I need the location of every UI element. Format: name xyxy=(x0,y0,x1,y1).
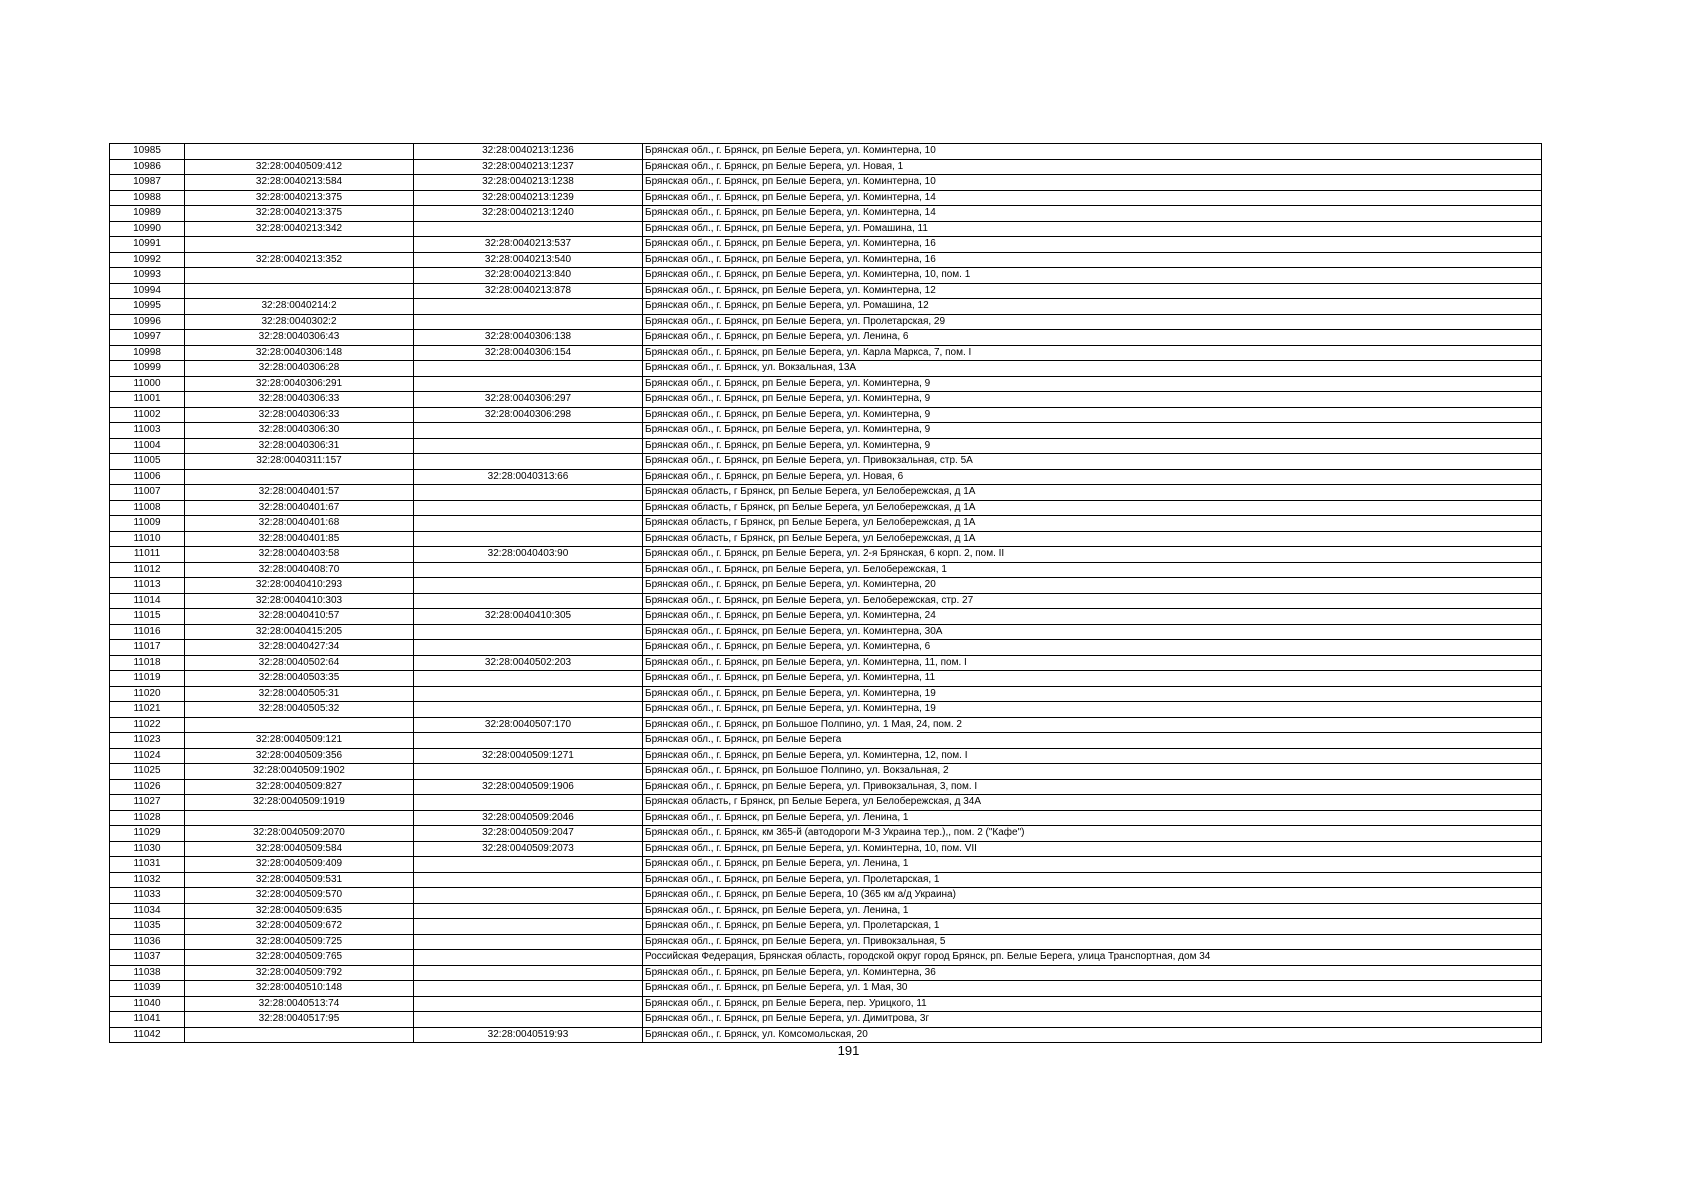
parcel-number-cell: 32:28:0040509:570 xyxy=(185,888,414,904)
parcel-number-cell xyxy=(185,237,414,253)
row-number-cell: 10997 xyxy=(110,330,185,346)
building-number-cell: 32:28:0040509:2073 xyxy=(414,841,643,857)
table-row xyxy=(110,531,1542,547)
address-cell: Брянская обл., г. Брянск, рп Белые Берега, ул. Коминтерна, 14 xyxy=(643,190,1542,206)
address-cell: Брянская обл., г. Брянск, рп Белые Берега, ул. Карла Маркса, 7, пом. I xyxy=(643,345,1542,361)
address-cell: Брянская обл., г. Брянск, рп Белые Берега, ул. Коминтерна, 11, пом. I xyxy=(643,655,1542,671)
address-cell: Брянская область, г Брянск, рп Белые Берега, ул Белобережская, д 1А xyxy=(643,531,1542,547)
table-row xyxy=(110,376,1542,392)
row-number-cell: 11002 xyxy=(110,407,185,423)
table-row xyxy=(110,190,1542,206)
table-row xyxy=(110,330,1542,346)
table-row xyxy=(110,950,1542,966)
row-number-cell: 11042 xyxy=(110,1027,185,1043)
parcel-number-cell: 32:28:0040213:342 xyxy=(185,221,414,237)
address-cell: Брянская обл., г. Брянск, рп Белые Берега, ул. Ленина, 1 xyxy=(643,857,1542,873)
parcel-number-cell xyxy=(185,717,414,733)
parcel-number-cell: 32:28:0040509:356 xyxy=(185,748,414,764)
building-number-cell xyxy=(414,299,643,315)
parcel-number-cell: 32:28:0040509:1902 xyxy=(185,764,414,780)
parcel-number-cell: 32:28:0040306:148 xyxy=(185,345,414,361)
row-number-cell: 11030 xyxy=(110,841,185,857)
address-cell: Брянская обл., г. Брянск, рп Белые Берега, ул. Ленина, 6 xyxy=(643,330,1542,346)
table-row xyxy=(110,733,1542,749)
parcel-number-cell: 32:28:0040510:148 xyxy=(185,981,414,997)
row-number-cell: 11016 xyxy=(110,624,185,640)
address-cell: Брянская обл., г. Брянск, рп Белые Берега, ул. Белобережская, 1 xyxy=(643,562,1542,578)
building-number-cell xyxy=(414,454,643,470)
row-number-cell: 10985 xyxy=(110,144,185,160)
row-number-cell: 11013 xyxy=(110,578,185,594)
row-number-cell: 11040 xyxy=(110,996,185,1012)
building-number-cell xyxy=(414,438,643,454)
parcel-number-cell: 32:28:0040502:64 xyxy=(185,655,414,671)
parcel-number-cell: 32:28:0040401:68 xyxy=(185,516,414,532)
building-number-cell xyxy=(414,919,643,935)
address-cell: Брянская обл., г. Брянск, рп Белые Берега, ул. Пролетарская, 1 xyxy=(643,872,1542,888)
building-number-cell xyxy=(414,423,643,439)
building-number-cell xyxy=(414,361,643,377)
building-number-cell xyxy=(414,795,643,811)
parcel-number-cell xyxy=(185,144,414,160)
building-number-cell: 32:28:0040507:170 xyxy=(414,717,643,733)
parcel-number-cell: 32:28:0040213:584 xyxy=(185,175,414,191)
address-cell: Брянская обл., г. Брянск, рп Белые Берега, ул. Коминтерна, 10, пом. 1 xyxy=(643,268,1542,284)
parcel-number-cell xyxy=(185,469,414,485)
cadastral-table xyxy=(109,143,1542,1043)
address-cell: Брянская обл., г. Брянск, рп Белые Берега, ул. Коминтерна, 9 xyxy=(643,407,1542,423)
parcel-number-cell xyxy=(185,1027,414,1043)
address-cell: Брянская обл., г. Брянск, рп Большое Полпино, ул. Вокзальная, 2 xyxy=(643,764,1542,780)
address-cell: Брянская обл., г. Брянск, рп Белые Берега, ул. 1 Мая, 30 xyxy=(643,981,1542,997)
row-number-cell: 11036 xyxy=(110,934,185,950)
parcel-number-cell: 32:28:0040509:725 xyxy=(185,934,414,950)
building-number-cell: 32:28:0040306:154 xyxy=(414,345,643,361)
row-number-cell: 11004 xyxy=(110,438,185,454)
address-cell: Брянская обл., г. Брянск, рп Белые Берега, 10 (365 км а/д Украина) xyxy=(643,888,1542,904)
address-cell: Брянская обл., г. Брянск, рп Белые Берега, ул. Коминтерна, 10, пом. VII xyxy=(643,841,1542,857)
parcel-number-cell: 32:28:0040509:635 xyxy=(185,903,414,919)
parcel-number-cell: 32:28:0040410:57 xyxy=(185,609,414,625)
building-number-cell: 32:28:0040213:1238 xyxy=(414,175,643,191)
table-row xyxy=(110,779,1542,795)
row-number-cell: 11021 xyxy=(110,702,185,718)
row-number-cell: 11012 xyxy=(110,562,185,578)
table-row xyxy=(110,206,1542,222)
parcel-number-cell: 32:28:0040410:293 xyxy=(185,578,414,594)
row-number-cell: 11005 xyxy=(110,454,185,470)
table-row xyxy=(110,562,1542,578)
parcel-number-cell xyxy=(185,283,414,299)
row-number-cell: 11041 xyxy=(110,1012,185,1028)
building-number-cell xyxy=(414,516,643,532)
table-row xyxy=(110,1027,1542,1043)
row-number-cell: 11000 xyxy=(110,376,185,392)
building-number-cell: 32:28:0040509:2046 xyxy=(414,810,643,826)
row-number-cell: 11008 xyxy=(110,500,185,516)
row-number-cell: 10996 xyxy=(110,314,185,330)
building-number-cell xyxy=(414,764,643,780)
parcel-number-cell: 32:28:0040408:70 xyxy=(185,562,414,578)
table-row xyxy=(110,702,1542,718)
table-row xyxy=(110,516,1542,532)
building-number-cell: 32:28:0040213:1239 xyxy=(414,190,643,206)
building-number-cell: 32:28:0040306:138 xyxy=(414,330,643,346)
parcel-number-cell: 32:28:0040509:792 xyxy=(185,965,414,981)
building-number-cell xyxy=(414,1012,643,1028)
parcel-number-cell: 32:28:0040306:31 xyxy=(185,438,414,454)
row-number-cell: 11019 xyxy=(110,671,185,687)
row-number-cell: 11009 xyxy=(110,516,185,532)
table-row xyxy=(110,314,1542,330)
row-number-cell: 11025 xyxy=(110,764,185,780)
parcel-number-cell: 32:28:0040509:1919 xyxy=(185,795,414,811)
row-number-cell: 11017 xyxy=(110,640,185,656)
table-row xyxy=(110,717,1542,733)
address-cell: Брянская обл., г. Брянск, рп Большое Полпино, ул. 1 Мая, 24, пом. 2 xyxy=(643,717,1542,733)
row-number-cell: 11006 xyxy=(110,469,185,485)
parcel-number-cell: 32:28:0040401:67 xyxy=(185,500,414,516)
parcel-number-cell: 32:28:0040214:2 xyxy=(185,299,414,315)
table-row xyxy=(110,485,1542,501)
building-number-cell xyxy=(414,578,643,594)
parcel-number-cell: 32:28:0040306:28 xyxy=(185,361,414,377)
building-number-cell: 32:28:0040213:1237 xyxy=(414,159,643,175)
row-number-cell: 11020 xyxy=(110,686,185,702)
row-number-cell: 11018 xyxy=(110,655,185,671)
address-cell: Брянская обл., г. Брянск, рп Белые Берега, ул. Коминтерна, 30А xyxy=(643,624,1542,640)
address-cell: Брянская обл., г. Брянск, рп Белые Берега, ул. Коминтерна, 11 xyxy=(643,671,1542,687)
table-row xyxy=(110,268,1542,284)
parcel-number-cell: 32:28:0040509:412 xyxy=(185,159,414,175)
building-number-cell xyxy=(414,686,643,702)
building-number-cell: 32:28:0040410:305 xyxy=(414,609,643,625)
building-number-cell: 32:28:0040213:878 xyxy=(414,283,643,299)
row-number-cell: 11001 xyxy=(110,392,185,408)
table-row xyxy=(110,624,1542,640)
building-number-cell: 32:28:0040509:1271 xyxy=(414,748,643,764)
building-number-cell: 32:28:0040213:540 xyxy=(414,252,643,268)
table-row xyxy=(110,159,1542,175)
building-number-cell: 32:28:0040213:537 xyxy=(414,237,643,253)
parcel-number-cell: 32:28:0040415:205 xyxy=(185,624,414,640)
table-row xyxy=(110,764,1542,780)
building-number-cell xyxy=(414,562,643,578)
table-row xyxy=(110,500,1542,516)
address-cell: Брянская обл., г. Брянск, рп Белые Берега, ул. Пролетарская, 29 xyxy=(643,314,1542,330)
row-number-cell: 10992 xyxy=(110,252,185,268)
table-row xyxy=(110,795,1542,811)
row-number-cell: 11024 xyxy=(110,748,185,764)
parcel-number-cell: 32:28:0040306:30 xyxy=(185,423,414,439)
table-row xyxy=(110,934,1542,950)
address-cell: Брянская обл., г. Брянск, км 365-й (автодороги М-3 Украина тер.),, пом. 2 ("Кафе") xyxy=(643,826,1542,842)
table-row xyxy=(110,438,1542,454)
building-number-cell xyxy=(414,531,643,547)
building-number-cell xyxy=(414,221,643,237)
building-number-cell: 32:28:0040509:1906 xyxy=(414,779,643,795)
address-cell: Брянская обл., г. Брянск, рп Белые Берега, пер. Урицкого, 11 xyxy=(643,996,1542,1012)
table-row xyxy=(110,841,1542,857)
parcel-number-cell: 32:28:0040509:2070 xyxy=(185,826,414,842)
parcel-number-cell xyxy=(185,810,414,826)
row-number-cell: 11033 xyxy=(110,888,185,904)
parcel-number-cell: 32:28:0040509:409 xyxy=(185,857,414,873)
row-number-cell: 11015 xyxy=(110,609,185,625)
building-number-cell xyxy=(414,640,643,656)
table-row xyxy=(110,299,1542,315)
row-number-cell: 10998 xyxy=(110,345,185,361)
table-row xyxy=(110,903,1542,919)
address-cell: Брянская обл., г. Брянск, рп Белые Берега, ул. Коминтерна, 9 xyxy=(643,392,1542,408)
building-number-cell: 32:28:0040502:203 xyxy=(414,655,643,671)
row-number-cell: 11031 xyxy=(110,857,185,873)
row-number-cell: 10993 xyxy=(110,268,185,284)
address-cell: Брянская обл., г. Брянск, рп Белые Берега, ул. Пролетарская, 1 xyxy=(643,919,1542,935)
building-number-cell xyxy=(414,593,643,609)
row-number-cell: 10999 xyxy=(110,361,185,377)
address-cell: Брянская обл., г. Брянск, рп Белые Берега, ул. Ромашина, 11 xyxy=(643,221,1542,237)
row-number-cell: 11034 xyxy=(110,903,185,919)
building-number-cell: 32:28:0040403:90 xyxy=(414,547,643,563)
parcel-number-cell: 32:28:0040311:157 xyxy=(185,454,414,470)
parcel-number-cell: 32:28:0040213:375 xyxy=(185,190,414,206)
parcel-number-cell: 32:28:0040513:74 xyxy=(185,996,414,1012)
address-cell: Брянская обл., г. Брянск, ул. Вокзальная, 13А xyxy=(643,361,1542,377)
row-number-cell: 11011 xyxy=(110,547,185,563)
parcel-number-cell: 32:28:0040517:95 xyxy=(185,1012,414,1028)
address-cell: Брянская обл., г. Брянск, рп Белые Берега, ул. Ленина, 1 xyxy=(643,903,1542,919)
address-cell: Брянская обл., г. Брянск, рп Белые Берега, ул. Коминтерна, 14 xyxy=(643,206,1542,222)
parcel-number-cell: 32:28:0040509:765 xyxy=(185,950,414,966)
building-number-cell: 32:28:0040313:66 xyxy=(414,469,643,485)
building-number-cell xyxy=(414,934,643,950)
address-cell: Брянская обл., г. Брянск, рп Белые Берега, ул. Димитрова, 3г xyxy=(643,1012,1542,1028)
row-number-cell: 11039 xyxy=(110,981,185,997)
address-cell: Брянская обл., г. Брянск, рп Белые Берега, ул. Коминтерна, 10 xyxy=(643,144,1542,160)
address-cell: Брянская обл., г. Брянск, рп Белые Берега, ул. Коминтерна, 19 xyxy=(643,686,1542,702)
building-number-cell: 32:28:0040213:1236 xyxy=(414,144,643,160)
building-number-cell xyxy=(414,671,643,687)
address-cell: Брянская обл., г. Брянск, рп Белые Берега, ул. Коминтерна, 12 xyxy=(643,283,1542,299)
table-row xyxy=(110,221,1542,237)
table-row xyxy=(110,407,1542,423)
table-row xyxy=(110,283,1542,299)
address-cell: Брянская обл., г. Брянск, рп Белые Берега, ул. Коминтерна, 9 xyxy=(643,438,1542,454)
row-number-cell: 10986 xyxy=(110,159,185,175)
address-cell: Брянская область, г Брянск, рп Белые Берега, ул Белобережская, д 1А xyxy=(643,500,1542,516)
parcel-number-cell: 32:28:0040401:57 xyxy=(185,485,414,501)
building-number-cell xyxy=(414,500,643,516)
parcel-number-cell: 32:28:0040306:33 xyxy=(185,407,414,423)
row-number-cell: 10987 xyxy=(110,175,185,191)
table-row xyxy=(110,578,1542,594)
page-number: 191 xyxy=(837,1043,860,1058)
row-number-cell: 11003 xyxy=(110,423,185,439)
address-cell: Брянская обл., г. Брянск, рп Белые Берега, ул. Новая, 6 xyxy=(643,469,1542,485)
building-number-cell: 32:28:0040213:840 xyxy=(414,268,643,284)
parcel-number-cell: 32:28:0040503:35 xyxy=(185,671,414,687)
building-number-cell: 32:28:0040509:2047 xyxy=(414,826,643,842)
address-cell: Брянская обл., г. Брянск, рп Белые Берега, ул. 2-я Брянская, 6 корп. 2, пом. II xyxy=(643,547,1542,563)
building-number-cell xyxy=(414,733,643,749)
table-row xyxy=(110,454,1542,470)
table-row xyxy=(110,392,1542,408)
row-number-cell: 11032 xyxy=(110,872,185,888)
parcel-number-cell: 32:28:0040410:303 xyxy=(185,593,414,609)
address-cell: Брянская обл., г. Брянск, рп Белые Берега, ул. Коминтерна, 16 xyxy=(643,252,1542,268)
parcel-number-cell: 32:28:0040403:58 xyxy=(185,547,414,563)
building-number-cell xyxy=(414,872,643,888)
building-number-cell xyxy=(414,314,643,330)
table-row xyxy=(110,175,1542,191)
cadastral-table-body xyxy=(110,144,1542,1043)
address-cell: Российская Федерация, Брянская область, городской округ город Брянск, рп. Белые Берега, улица Транспортная, дом 34 xyxy=(643,950,1542,966)
parcel-number-cell: 32:28:0040306:33 xyxy=(185,392,414,408)
table-row xyxy=(110,252,1542,268)
row-number-cell: 11022 xyxy=(110,717,185,733)
row-number-cell: 11038 xyxy=(110,965,185,981)
table-row xyxy=(110,810,1542,826)
row-number-cell: 11014 xyxy=(110,593,185,609)
table-row xyxy=(110,981,1542,997)
address-cell: Брянская обл., г. Брянск, рп Белые Берега, ул. Коминтерна, 10 xyxy=(643,175,1542,191)
parcel-number-cell: 32:28:0040302:2 xyxy=(185,314,414,330)
building-number-cell xyxy=(414,376,643,392)
table-row xyxy=(110,965,1542,981)
table-row xyxy=(110,872,1542,888)
row-number-cell: 11029 xyxy=(110,826,185,842)
building-number-cell: 32:28:0040213:1240 xyxy=(414,206,643,222)
table-row xyxy=(110,671,1542,687)
address-cell: Брянская обл., г. Брянск, рп Белые Берега, ул. Коминтерна, 9 xyxy=(643,423,1542,439)
row-number-cell: 11026 xyxy=(110,779,185,795)
building-number-cell xyxy=(414,702,643,718)
row-number-cell: 11035 xyxy=(110,919,185,935)
parcel-number-cell: 32:28:0040509:827 xyxy=(185,779,414,795)
row-number-cell: 11037 xyxy=(110,950,185,966)
building-number-cell xyxy=(414,888,643,904)
address-cell: Брянская обл., г. Брянск, рп Белые Берега xyxy=(643,733,1542,749)
building-number-cell xyxy=(414,950,643,966)
row-number-cell: 10991 xyxy=(110,237,185,253)
building-number-cell: 32:28:0040306:298 xyxy=(414,407,643,423)
table-row xyxy=(110,919,1542,935)
row-number-cell: 11028 xyxy=(110,810,185,826)
address-cell: Брянская обл., г. Брянск, рп Белые Берега, ул. Ромашина, 12 xyxy=(643,299,1542,315)
building-number-cell xyxy=(414,996,643,1012)
address-cell: Брянская обл., г. Брянск, рп Белые Берега, ул. Коминтерна, 6 xyxy=(643,640,1542,656)
building-number-cell: 32:28:0040306:297 xyxy=(414,392,643,408)
table-row xyxy=(110,1012,1542,1028)
table-row xyxy=(110,144,1542,160)
parcel-number-cell: 32:28:0040505:32 xyxy=(185,702,414,718)
parcel-number-cell: 32:28:0040509:121 xyxy=(185,733,414,749)
parcel-number-cell: 32:28:0040505:31 xyxy=(185,686,414,702)
row-number-cell: 10988 xyxy=(110,190,185,206)
table-row xyxy=(110,423,1542,439)
building-number-cell xyxy=(414,903,643,919)
parcel-number-cell: 32:28:0040509:531 xyxy=(185,872,414,888)
address-cell: Брянская область, г Брянск, рп Белые Берега, ул Белобережская, д 34А xyxy=(643,795,1542,811)
row-number-cell: 10990 xyxy=(110,221,185,237)
building-number-cell xyxy=(414,857,643,873)
address-cell: Брянская область, г Брянск, рп Белые Берега, ул Белобережская, д 1А xyxy=(643,485,1542,501)
parcel-number-cell: 32:28:0040401:85 xyxy=(185,531,414,547)
building-number-cell xyxy=(414,981,643,997)
table-row xyxy=(110,640,1542,656)
address-cell: Брянская обл., г. Брянск, рп Белые Берега, ул. Привокзальная, 5 xyxy=(643,934,1542,950)
parcel-number-cell: 32:28:0040213:375 xyxy=(185,206,414,222)
table-row xyxy=(110,686,1542,702)
address-cell: Брянская обл., г. Брянск, рп Белые Берега, ул. Новая, 1 xyxy=(643,159,1542,175)
table-row xyxy=(110,593,1542,609)
address-cell: Брянская обл., г. Брянск, рп Белые Берега, ул. Коминтерна, 16 xyxy=(643,237,1542,253)
address-cell: Брянская обл., г. Брянск, рп Белые Берега, ул. Привокзальная, 3, пом. I xyxy=(643,779,1542,795)
address-cell: Брянская обл., г. Брянск, рп Белые Берега, ул. Белобережская, стр. 27 xyxy=(643,593,1542,609)
address-cell: Брянская обл., г. Брянск, рп Белые Берега, ул. Привокзальная, стр. 5А xyxy=(643,454,1542,470)
row-number-cell: 11027 xyxy=(110,795,185,811)
table-row xyxy=(110,857,1542,873)
table-row xyxy=(110,609,1542,625)
table-row xyxy=(110,237,1542,253)
parcel-number-cell xyxy=(185,268,414,284)
building-number-cell xyxy=(414,624,643,640)
row-number-cell: 10989 xyxy=(110,206,185,222)
building-number-cell xyxy=(414,965,643,981)
row-number-cell: 11023 xyxy=(110,733,185,749)
table-row xyxy=(110,547,1542,563)
table-row xyxy=(110,826,1542,842)
parcel-number-cell: 32:28:0040509:584 xyxy=(185,841,414,857)
row-number-cell: 10994 xyxy=(110,283,185,299)
building-number-cell xyxy=(414,485,643,501)
row-number-cell: 10995 xyxy=(110,299,185,315)
address-cell: Брянская область, г Брянск, рп Белые Берега, ул Белобережская, д 1А xyxy=(643,516,1542,532)
table-row xyxy=(110,361,1542,377)
table-row xyxy=(110,888,1542,904)
table-row xyxy=(110,469,1542,485)
parcel-number-cell: 32:28:0040213:352 xyxy=(185,252,414,268)
building-number-cell: 32:28:0040519:93 xyxy=(414,1027,643,1043)
address-cell: Брянская обл., г. Брянск, рп Белые Берега, ул. Коминтерна, 36 xyxy=(643,965,1542,981)
address-cell: Брянская обл., г. Брянск, рп Белые Берега, ул. Ленина, 1 xyxy=(643,810,1542,826)
table-row xyxy=(110,655,1542,671)
address-cell: Брянская обл., г. Брянск, рп Белые Берега, ул. Коминтерна, 24 xyxy=(643,609,1542,625)
address-cell: Брянская обл., г. Брянск, рп Белые Берега, ул. Коминтерна, 12, пом. I xyxy=(643,748,1542,764)
row-number-cell: 11007 xyxy=(110,485,185,501)
address-cell: Брянская обл., г. Брянск, рп Белые Берега, ул. Коминтерна, 19 xyxy=(643,702,1542,718)
address-cell: Брянская обл., г. Брянск, ул. Комсомольская, 20 xyxy=(643,1027,1542,1043)
row-number-cell: 11010 xyxy=(110,531,185,547)
parcel-number-cell: 32:28:0040427:34 xyxy=(185,640,414,656)
table-row xyxy=(110,345,1542,361)
parcel-number-cell: 32:28:0040306:43 xyxy=(185,330,414,346)
parcel-number-cell: 32:28:0040509:672 xyxy=(185,919,414,935)
table-row xyxy=(110,748,1542,764)
parcel-number-cell: 32:28:0040306:291 xyxy=(185,376,414,392)
table-row xyxy=(110,996,1542,1012)
address-cell: Брянская обл., г. Брянск, рп Белые Берега, ул. Коминтерна, 20 xyxy=(643,578,1542,594)
address-cell: Брянская обл., г. Брянск, рп Белые Берега, ул. Коминтерна, 9 xyxy=(643,376,1542,392)
